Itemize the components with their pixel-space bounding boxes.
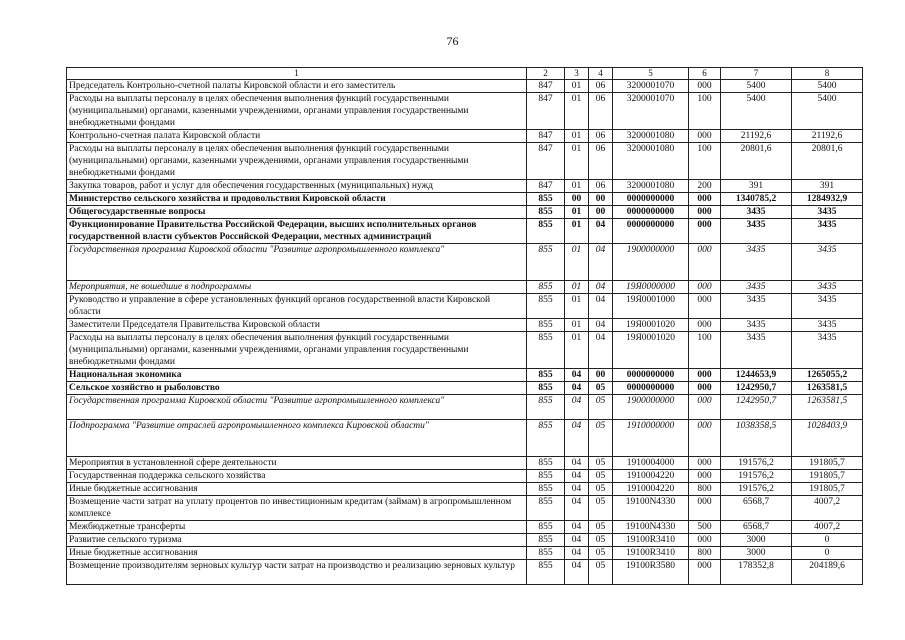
row-target-code-cell: 19Я0001020 [613,319,689,332]
row-name-cell: Возмещение производителям зерновых культур части затрат на производство и реализацию зерновых культур [67,560,527,585]
row-expense-type-cell: 000 [689,395,721,420]
row-expense-type-cell: 000 [689,457,721,470]
row-subsection-cell: 04 [589,294,613,319]
row-amount-year1-cell: 391 [721,180,792,193]
row-admin-code-cell: 855 [527,457,565,470]
row-name-cell: Подпрограмма "Развитие отраслей агропромышленного комплекса Кировской области" [67,420,527,457]
row-section-cell: 04 [565,420,589,457]
row-name-cell: Государственная программа Кировской области "Развитие агропромышленного комплекса" [67,395,527,420]
row-subsection-cell: 06 [589,93,613,130]
row-section-cell: 01 [565,80,589,93]
row-expense-type-cell: 000 [689,319,721,332]
row-subsection-cell: 00 [589,206,613,219]
row-amount-year2-cell: 3435 [792,206,863,219]
row-amount-year1-cell: 3000 [721,547,792,560]
row-amount-year1-cell: 20801,6 [721,143,792,180]
row-amount-year1-cell: 3435 [721,294,792,319]
row-name-cell: Заместители Председателя Правительства Кировской области [67,319,527,332]
row-name-cell: Расходы на выплаты персоналу в целях обеспечения выполнения функций государственными (муниципальными) органами, казенными учреждениями, органами управления государственными внебюджетными фондами [67,93,527,130]
row-section-cell: 04 [565,457,589,470]
row-subsection-cell: 06 [589,80,613,93]
row-target-code-cell: 0000000000 [613,193,689,206]
row-amount-year2-cell: 1263581,5 [792,395,863,420]
row-name-cell: Развитие сельского туризма [67,534,527,547]
row-section-cell: 01 [565,180,589,193]
table-row [67,80,863,93]
table-row [67,369,863,382]
row-target-code-cell: 19Я0000000 [613,281,689,294]
row-expense-type-cell: 000 [689,560,721,585]
row-target-code-cell: 1910004220 [613,483,689,496]
header-cell-2: 2 [527,68,565,80]
row-amount-year1-cell: 3435 [721,206,792,219]
row-admin-code-cell: 855 [527,521,565,534]
row-section-cell: 04 [565,560,589,585]
row-subsection-cell: 04 [589,319,613,332]
table-row [67,294,863,319]
row-subsection-cell: 05 [589,420,613,457]
row-target-code-cell: 1910004220 [613,470,689,483]
row-admin-code-cell: 847 [527,80,565,93]
row-name-cell: Государственная программа Кировской области "Развитие агропромышленного комплекса" [67,244,527,281]
row-amount-year1-cell: 1242950,7 [721,395,792,420]
row-admin-code-cell: 855 [527,382,565,395]
row-name-cell: Председатель Контрольно-счетной палаты Кировской области и его заместитель [67,80,527,93]
row-target-code-cell: 0000000000 [613,206,689,219]
table-row [67,206,863,219]
row-amount-year2-cell: 391 [792,180,863,193]
row-amount-year1-cell: 191576,2 [721,457,792,470]
row-section-cell: 04 [565,483,589,496]
row-subsection-cell: 05 [589,483,613,496]
row-subsection-cell: 05 [589,547,613,560]
row-expense-type-cell: 100 [689,143,721,180]
header-cell-3: 3 [565,68,589,80]
row-amount-year1-cell: 5400 [721,80,792,93]
row-amount-year2-cell: 191805,7 [792,470,863,483]
row-subsection-cell: 05 [589,382,613,395]
row-admin-code-cell: 855 [527,395,565,420]
row-amount-year1-cell: 3000 [721,534,792,547]
row-section-cell: 01 [565,281,589,294]
table-row [67,382,863,395]
row-amount-year2-cell: 191805,7 [792,457,863,470]
row-section-cell: 01 [565,130,589,143]
row-amount-year2-cell: 204189,6 [792,560,863,585]
row-subsection-cell: 06 [589,180,613,193]
table-row [67,420,863,457]
row-admin-code-cell: 855 [527,193,565,206]
row-admin-code-cell: 847 [527,93,565,130]
row-amount-year2-cell: 4007,2 [792,521,863,534]
table-row [67,193,863,206]
row-target-code-cell: 3200001070 [613,93,689,130]
row-name-cell: Межбюджетные трансферты [67,521,527,534]
row-target-code-cell: 1900000000 [613,244,689,281]
row-name-cell: Руководство и управление в сфере установленных функций органов государственной власти Кировской области [67,294,527,319]
row-amount-year2-cell: 3435 [792,319,863,332]
row-expense-type-cell: 000 [689,382,721,395]
row-expense-type-cell: 000 [689,130,721,143]
row-admin-code-cell: 855 [527,369,565,382]
row-amount-year1-cell: 3435 [721,332,792,369]
row-section-cell: 01 [565,332,589,369]
row-amount-year1-cell: 3435 [721,219,792,244]
row-section-cell: 04 [565,369,589,382]
row-expense-type-cell: 500 [689,521,721,534]
row-section-cell: 01 [565,93,589,130]
row-name-cell: Мероприятия, не вошедшие в подпрограммы [67,281,527,294]
row-amount-year2-cell: 1265055,2 [792,369,863,382]
row-name-cell: Контрольно-счетная палата Кировской области [67,130,527,143]
row-amount-year2-cell: 3435 [792,294,863,319]
row-amount-year1-cell: 6568,7 [721,496,792,521]
page-number: 76 [446,34,459,48]
row-subsection-cell: 04 [589,219,613,244]
row-section-cell: 04 [565,470,589,483]
table-row [67,93,863,130]
row-subsection-cell: 06 [589,143,613,180]
row-expense-type-cell: 000 [689,244,721,281]
row-amount-year2-cell: 191805,7 [792,483,863,496]
row-amount-year2-cell: 5400 [792,80,863,93]
row-amount-year2-cell: 3435 [792,332,863,369]
table-row [67,319,863,332]
row-admin-code-cell: 855 [527,470,565,483]
row-subsection-cell: 05 [589,470,613,483]
row-name-cell: Мероприятия в установленной сфере деятельности [67,457,527,470]
table-row [67,281,863,294]
row-amount-year2-cell: 3435 [792,219,863,244]
row-admin-code-cell: 847 [527,180,565,193]
row-name-cell: Возмещение части затрат на уплату процентов по инвестиционным кредитам (займам) в агропромышленном комплексе [67,496,527,521]
row-amount-year2-cell: 1028403,9 [792,420,863,457]
table-row [67,244,863,281]
row-amount-year2-cell: 1263581,5 [792,382,863,395]
row-target-code-cell: 3200001080 [613,130,689,143]
row-expense-type-cell: 100 [689,332,721,369]
row-amount-year1-cell: 3435 [721,244,792,281]
row-expense-type-cell: 000 [689,420,721,457]
row-subsection-cell: 04 [589,332,613,369]
header-cell-1: 1 [67,68,527,80]
row-target-code-cell: 0000000000 [613,219,689,244]
row-name-cell: Иные бюджетные ассигнования [67,547,527,560]
row-target-code-cell: 1910004000 [613,457,689,470]
header-cell-4: 4 [589,68,613,80]
row-target-code-cell: 19100R3580 [613,560,689,585]
row-amount-year2-cell: 20801,6 [792,143,863,180]
row-subsection-cell: 05 [589,496,613,521]
row-admin-code-cell: 855 [527,420,565,457]
row-section-cell: 04 [565,496,589,521]
row-amount-year2-cell: 5400 [792,93,863,130]
row-amount-year1-cell: 21192,6 [721,130,792,143]
header-row [67,68,863,80]
row-admin-code-cell: 847 [527,143,565,180]
table-body [67,68,863,585]
table-row [67,219,863,244]
row-expense-type-cell: 000 [689,219,721,244]
row-amount-year2-cell: 3435 [792,244,863,281]
header-cell-7: 7 [721,68,792,80]
row-admin-code-cell: 855 [527,294,565,319]
row-admin-code-cell: 855 [527,219,565,244]
row-subsection-cell: 05 [589,395,613,420]
row-subsection-cell: 04 [589,244,613,281]
row-expense-type-cell: 100 [689,93,721,130]
row-name-cell: Национальная экономика [67,369,527,382]
row-section-cell: 04 [565,534,589,547]
row-amount-year1-cell: 1340785,2 [721,193,792,206]
budget-table [66,67,863,585]
row-expense-type-cell: 200 [689,180,721,193]
row-admin-code-cell: 855 [527,332,565,369]
row-amount-year1-cell: 3435 [721,319,792,332]
row-expense-type-cell: 000 [689,534,721,547]
row-amount-year1-cell: 1244653,9 [721,369,792,382]
row-amount-year1-cell: 1242950,7 [721,382,792,395]
row-admin-code-cell: 855 [527,483,565,496]
row-target-code-cell: 19Я0001020 [613,332,689,369]
row-section-cell: 01 [565,244,589,281]
table-row [67,332,863,369]
row-amount-year1-cell: 3435 [721,281,792,294]
row-section-cell: 00 [565,193,589,206]
row-target-code-cell: 19100N4330 [613,521,689,534]
table-row [67,130,863,143]
row-subsection-cell: 06 [589,130,613,143]
row-name-cell: Сельское хозяйство и рыболовство [67,382,527,395]
row-amount-year2-cell: 21192,6 [792,130,863,143]
row-section-cell: 01 [565,143,589,180]
row-expense-type-cell: 800 [689,483,721,496]
row-expense-type-cell: 000 [689,206,721,219]
row-name-cell: Иные бюджетные ассигнования [67,483,527,496]
header-cell-8: 8 [792,68,863,80]
row-expense-type-cell: 000 [689,193,721,206]
row-target-code-cell: 3200001080 [613,180,689,193]
row-section-cell: 01 [565,219,589,244]
row-section-cell: 04 [565,382,589,395]
row-admin-code-cell: 847 [527,130,565,143]
row-target-code-cell: 19Я0001000 [613,294,689,319]
row-target-code-cell: 3200001080 [613,143,689,180]
row-name-cell: Функционирование Правительства Российской Федерации, высших исполнительных органов государственной власти субъектов Российской Федерации, местных администраций [67,219,527,244]
table-row [67,143,863,180]
row-subsection-cell: 00 [589,193,613,206]
row-name-cell: Расходы на выплаты персоналу в целях обеспечения выполнения функций государственными (муниципальными) органами, казенными учреждениями, органами управления государственными внебюджетными фондами [67,332,527,369]
row-admin-code-cell: 855 [527,281,565,294]
row-expense-type-cell: 000 [689,496,721,521]
row-target-code-cell: 19100N4330 [613,496,689,521]
row-expense-type-cell: 000 [689,369,721,382]
row-target-code-cell: 1910000000 [613,420,689,457]
row-section-cell: 01 [565,319,589,332]
row-amount-year2-cell: 3435 [792,281,863,294]
row-admin-code-cell: 855 [527,206,565,219]
row-subsection-cell: 05 [589,534,613,547]
table-row [67,395,863,420]
row-admin-code-cell: 855 [527,319,565,332]
row-expense-type-cell: 000 [689,80,721,93]
row-name-cell: Общегосударственные вопросы [67,206,527,219]
table-row [67,496,863,521]
row-section-cell: 04 [565,521,589,534]
row-admin-code-cell: 855 [527,496,565,521]
row-admin-code-cell: 855 [527,560,565,585]
row-subsection-cell: 00 [589,369,613,382]
row-expense-type-cell: 000 [689,470,721,483]
row-amount-year2-cell: 0 [792,547,863,560]
row-section-cell: 01 [565,294,589,319]
row-amount-year1-cell: 6568,7 [721,521,792,534]
row-amount-year2-cell: 1284932,9 [792,193,863,206]
row-name-cell: Государственная поддержка сельского хозяйства [67,470,527,483]
row-expense-type-cell: 800 [689,547,721,560]
row-target-code-cell: 0000000000 [613,369,689,382]
row-target-code-cell: 3200001070 [613,80,689,93]
row-amount-year2-cell: 4007,2 [792,496,863,521]
table-row [67,521,863,534]
row-amount-year1-cell: 191576,2 [721,470,792,483]
table-row [67,470,863,483]
row-amount-year2-cell: 0 [792,534,863,547]
row-section-cell: 01 [565,206,589,219]
row-name-cell: Министерство сельского хозяйства и продовольствия Кировской области [67,193,527,206]
table-row [67,483,863,496]
row-expense-type-cell: 000 [689,294,721,319]
row-admin-code-cell: 855 [527,547,565,560]
row-subsection-cell: 05 [589,457,613,470]
row-target-code-cell: 19100R3410 [613,534,689,547]
row-target-code-cell: 19100R3410 [613,547,689,560]
row-amount-year1-cell: 178352,8 [721,560,792,585]
table-row [67,547,863,560]
table-row [67,457,863,470]
row-subsection-cell: 04 [589,281,613,294]
row-target-code-cell: 0000000000 [613,382,689,395]
table-row [67,560,863,585]
row-section-cell: 04 [565,547,589,560]
row-target-code-cell: 1900000000 [613,395,689,420]
row-amount-year1-cell: 1038358,5 [721,420,792,457]
row-amount-year1-cell: 5400 [721,93,792,130]
table-row [67,180,863,193]
header-cell-6: 6 [689,68,721,80]
header-cell-5: 5 [613,68,689,80]
table-row [67,534,863,547]
row-expense-type-cell: 000 [689,281,721,294]
row-subsection-cell: 05 [589,560,613,585]
row-admin-code-cell: 855 [527,244,565,281]
row-section-cell: 04 [565,395,589,420]
row-subsection-cell: 05 [589,521,613,534]
row-admin-code-cell: 855 [527,534,565,547]
row-amount-year1-cell: 191576,2 [721,483,792,496]
row-name-cell: Расходы на выплаты персоналу в целях обеспечения выполнения функций государственными (муниципальными) органами, казенными учреждениями, органами управления государственными внебюджетными фондами [67,143,527,180]
row-name-cell: Закупка товаров, работ и услуг для обеспечения государственных (муниципальных) нужд [67,180,527,193]
